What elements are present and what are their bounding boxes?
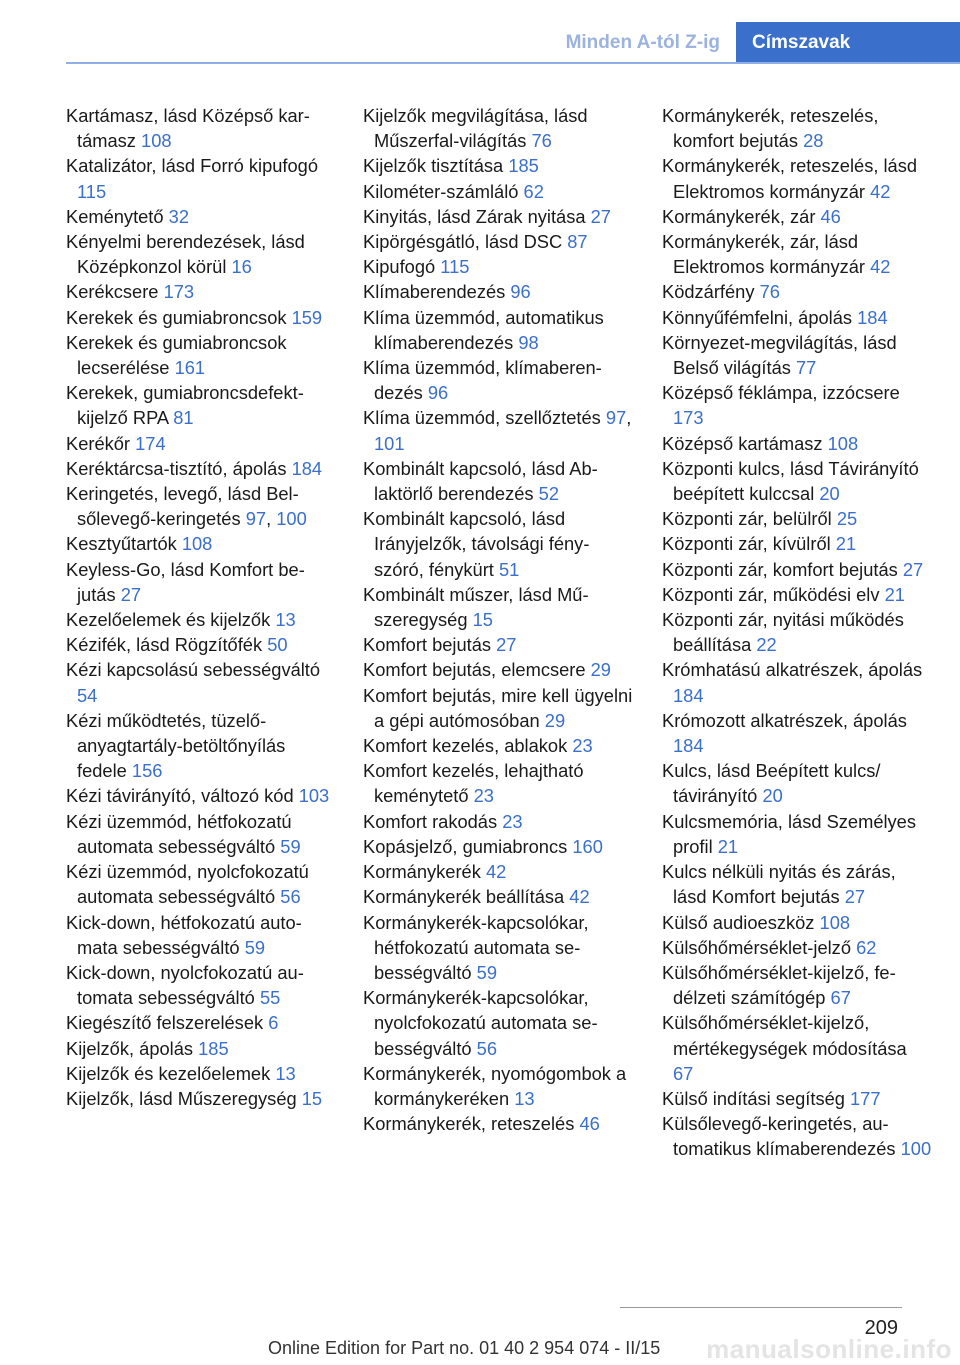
page-link[interactable]: 184 — [857, 306, 888, 328]
index-entry — [66, 229, 336, 279]
index-term: Kijelzők tisztítása — [363, 155, 504, 177]
index-entry — [66, 859, 336, 909]
index-entry — [662, 204, 932, 229]
index-entry — [66, 607, 336, 632]
index-entry — [662, 153, 932, 203]
index-entry — [66, 657, 336, 707]
page-link[interactable]: 161 — [174, 357, 206, 379]
index-term: Kormánykerék, reteszelés — [363, 1113, 575, 1135]
page-link[interactable]: 100 — [276, 508, 307, 530]
index-entry — [363, 305, 633, 355]
index-entry — [363, 1111, 633, 1136]
page-link[interactable]: 184 — [673, 735, 704, 757]
index-term: Kinyitás, lásd Zárak nyitása — [363, 205, 586, 227]
index-term: Kézi üzemmód, nyolcfokozatú automata sebességváltó — [66, 861, 309, 908]
page-link[interactable]: 25 — [836, 508, 858, 530]
index-entry — [66, 431, 336, 456]
index-entry — [66, 1036, 336, 1061]
index-entry — [363, 632, 633, 657]
page-link[interactable]: 56 — [476, 1037, 498, 1059]
page-link[interactable]: 177 — [850, 1087, 881, 1109]
index-entry — [662, 1111, 932, 1161]
page-link[interactable]: 42 — [870, 180, 891, 202]
index-entry — [662, 582, 932, 607]
page-link[interactable]: 160 — [572, 835, 603, 857]
index-column-3 — [662, 103, 932, 1162]
footer-divider — [620, 1307, 902, 1308]
index-term: Kézi működtetés, tüzelőanyagtartály-betöltőnyílás fedele — [66, 709, 286, 782]
index-term: Központi zár, működési elv — [662, 583, 880, 605]
page-link[interactable]: 173 — [163, 281, 195, 303]
index-entry — [66, 456, 336, 481]
index-entry — [662, 506, 932, 531]
index-term: Központi zár, belülről — [662, 508, 832, 530]
index-term: Kormánykerék-kapcsolókar, hétfokozatú automata sebességváltó — [363, 911, 589, 983]
index-term: Környezet-megvilágítás, lásd Belső világítás — [662, 331, 897, 379]
index-entry — [662, 758, 932, 808]
index-term: Keménytető — [66, 205, 164, 227]
index-entry — [363, 103, 633, 153]
index-term: Külsőhőmérséklet-jelző — [662, 936, 851, 958]
index-term: Központi zár, nyitási működés beállítása — [662, 609, 904, 656]
index-entry — [662, 657, 932, 707]
index-column-1 — [66, 103, 336, 1111]
index-entry — [662, 456, 932, 506]
index-term: Külsőhőmérséklet-kijelző, mértékegységek módosítása — [662, 1012, 907, 1059]
chapter-tab[interactable]: Címszavak — [736, 22, 960, 64]
index-term: Kulcsmemória, lásd Személyes profil — [662, 810, 916, 857]
index-entry — [363, 758, 633, 808]
page-link[interactable]: 81 — [173, 407, 194, 429]
index-term: Komfort bejutás, mire kell ügyelni a gépi autómosóban — [363, 684, 633, 731]
index-term: Kézi távirányító, változó kód — [66, 785, 294, 807]
index-term: Kick-down, hétfokozatú automata sebességváltó — [66, 911, 302, 958]
page-link[interactable]: 16 — [231, 256, 252, 278]
index-term: Központi zár, kívülről — [662, 533, 831, 555]
page-link[interactable]: 29 — [544, 709, 566, 731]
index-term: Kormánykerék beállítása — [363, 886, 565, 908]
index-term: Kulcs, lásd Beépített kulcs/ távirányító — [662, 760, 881, 807]
page-link[interactable]: 23 — [572, 735, 593, 757]
index-entry — [662, 431, 932, 456]
index-term: Könnyűfémfelni, ápolás — [662, 306, 853, 328]
index-term: Kijelzők és kezelőelemek — [66, 1062, 271, 1084]
index-term: Központi kulcs, lásd Távirányító beépített kulccsal — [662, 457, 919, 505]
page-link[interactable]: 21 — [717, 835, 739, 857]
page-link[interactable]: 76 — [759, 281, 780, 303]
index-term: Komfort kezelés, ablakok — [363, 735, 568, 757]
page-link[interactable]: 13 — [275, 1062, 296, 1084]
page-link[interactable]: 76 — [531, 130, 552, 152]
index-entry — [662, 1086, 932, 1111]
index-term: Krómhatású alkatrészek, ápolás — [662, 659, 923, 681]
page-link[interactable]: 184 — [291, 457, 323, 479]
index-term: Kormánykerék, zár, lásd Elektromos kormányzár — [662, 231, 866, 278]
index-term: Kijelzők, lásd Műszeregység — [66, 1087, 297, 1109]
index-entry — [66, 531, 336, 556]
page-link[interactable]: 108 — [819, 911, 851, 933]
page-link[interactable]: 46 — [820, 205, 841, 227]
page-link[interactable]: 67 — [673, 1062, 694, 1084]
index-term: Kormánykerék-kapcsolókar, nyolcfokozatú automata sebességváltó — [363, 987, 598, 1059]
index-entry — [66, 103, 336, 153]
page-link[interactable]: 52 — [538, 483, 559, 505]
index-entry — [662, 330, 932, 380]
index-entry — [363, 834, 633, 859]
page-link[interactable]: 108 — [827, 432, 859, 454]
page-link[interactable]: 184 — [673, 684, 704, 706]
page-link[interactable]: 54 — [77, 684, 98, 706]
index-entry — [363, 985, 633, 1061]
page-link[interactable]: 62 — [856, 936, 877, 958]
page-link[interactable]: 27 — [590, 205, 611, 227]
index-entry — [66, 153, 336, 203]
index-term: Keréktárcsa-tisztító, ápolás — [66, 457, 287, 479]
index-entry — [66, 330, 336, 380]
page-link[interactable]: 56 — [280, 886, 301, 908]
page-link[interactable]: 159 — [291, 306, 323, 328]
index-term: Külső audioeszköz — [662, 911, 815, 933]
index-entry — [363, 153, 633, 178]
page-link[interactable]: 173 — [673, 407, 704, 429]
page-link[interactable]: 115 — [77, 180, 107, 202]
index-entry — [363, 733, 633, 758]
index-term: Katalizátor, lásd Forró kipufogó — [66, 155, 319, 177]
index-entry — [363, 582, 633, 632]
index-entry — [363, 279, 633, 304]
index-term: Kerekek és gumiabroncsok lecserélése — [66, 331, 287, 379]
page-link[interactable]: 13 — [514, 1087, 535, 1109]
index-entry — [662, 380, 932, 430]
page-link[interactable]: 87 — [567, 231, 588, 253]
index-entry — [66, 632, 336, 657]
index-entry — [66, 380, 336, 430]
page-link[interactable]: 108 — [181, 533, 213, 555]
page-link[interactable]: 96 — [510, 281, 531, 303]
page-link[interactable]: 115 — [440, 256, 470, 278]
index-entry: Klíma üzemmód, szellőztetés 97, 101 — [363, 407, 632, 454]
page-link[interactable]: 27 — [120, 583, 142, 605]
page-link[interactable]: 55 — [259, 987, 281, 1009]
index-entry — [66, 1086, 336, 1111]
page-link[interactable]: 15 — [472, 609, 493, 631]
index-entry — [662, 859, 932, 909]
page-link[interactable]: 21 — [884, 583, 905, 605]
watermark: manualsonline.info — [706, 1334, 952, 1364]
edition-note: Online Edition for Part no. 01 40 2 954 074 - II/15 — [268, 1338, 661, 1358]
index-term: Kormánykerék, reteszelés, lásd Elektromos kormányzár — [662, 155, 918, 202]
page-link[interactable]: 174 — [135, 432, 166, 454]
index-entry — [662, 279, 932, 304]
page-link[interactable]: 67 — [830, 987, 851, 1009]
index-term: Kombinált kapcsoló, lásd Ablaktörlő berendezés — [363, 457, 598, 505]
index-term: Kényelmi berendezések, lásd Középkonzol körül — [66, 231, 305, 278]
page-link[interactable]: 101 — [374, 432, 405, 454]
index-term: Komfort kezelés, lehajtható keménytető — [363, 760, 584, 807]
page-link[interactable]: 185 — [508, 155, 539, 177]
index-term: Központi zár, komfort bejutás — [662, 558, 898, 580]
index-entry — [363, 179, 633, 204]
index-term: Kartámasz, lásd Középső kartámasz — [66, 105, 310, 152]
page-link[interactable]: 20 — [819, 483, 840, 505]
header-divider — [66, 62, 960, 64]
page-link[interactable]: 27 — [844, 886, 866, 908]
index-entry — [363, 859, 633, 884]
page-link[interactable]: 22 — [756, 634, 777, 656]
index-entry: Keringetés, levegő, lásd Belsőlevegő-keringetés 97, 100 — [66, 483, 307, 530]
index-term: Kézi üzemmód, hétfokozatú automata sebességváltó — [66, 810, 292, 857]
page-link[interactable]: 185 — [198, 1037, 229, 1059]
index-term: Kormánykerék, zár — [662, 205, 816, 227]
index-entry — [66, 809, 336, 859]
page-link[interactable]: 98 — [518, 331, 539, 353]
index-term: Kombinált kapcsoló, lásd Irányjelzők, távolsági fényszóró, fénykürt — [363, 508, 590, 580]
index-entry — [363, 506, 633, 582]
index-entry — [363, 355, 633, 405]
page-link[interactable]: 27 — [902, 558, 924, 580]
page-link[interactable]: 27 — [496, 634, 517, 656]
index-term: Keyless-Go, lásd Komfort bejutás — [66, 558, 305, 605]
index-term: Komfort bejutás — [363, 634, 492, 656]
index-entry — [66, 1061, 336, 1086]
index-entry — [662, 1010, 932, 1086]
page-link[interactable]: 42 — [569, 886, 590, 908]
index-entry — [66, 305, 336, 330]
index-term: Kerekek és gumiabroncsok — [66, 306, 287, 328]
index-entry — [662, 708, 932, 758]
index-term: Kijelzők, ápolás — [66, 1037, 194, 1059]
index-term: Klímaberendezés — [363, 281, 506, 303]
index-term: Komfort bejutás, elemcsere — [363, 659, 586, 681]
index-entry — [66, 1010, 336, 1035]
index-term: Külsőlevegő-keringetés, automatikus klímaberendezés — [662, 1113, 896, 1160]
page-link[interactable]: 51 — [498, 558, 520, 580]
index-term: Kijelzők megvilágítása, lásd Műszerfal-világítás — [363, 105, 588, 152]
index-entry — [662, 305, 932, 330]
index-term: Kombinált műszer, lásd Műszeregység — [363, 583, 589, 631]
page-link[interactable]: 156 — [131, 760, 163, 782]
page-link[interactable]: 100 — [900, 1138, 932, 1160]
index-entry — [662, 809, 932, 859]
index-term: Külső indítási segítség — [662, 1087, 845, 1109]
page-link[interactable]: 59 — [244, 936, 266, 958]
page-link[interactable]: 23 — [502, 810, 523, 832]
page-link[interactable]: 59 — [280, 835, 301, 857]
page-link[interactable]: 46 — [579, 1113, 600, 1135]
index-entry — [662, 607, 932, 657]
index-entry — [662, 960, 932, 1010]
page-link[interactable]: 21 — [835, 533, 857, 555]
index-entry — [66, 960, 336, 1010]
index-term: Külsőhőmérséklet-kijelző, fedélzeti számítógép — [662, 961, 896, 1009]
page-header — [0, 22, 960, 64]
index-entry — [66, 279, 336, 304]
index-term: Keringetés, levegő, lásd Belsőlevegő-keringetés — [66, 483, 299, 530]
section-title[interactable]: Minden A-tól Z-ig — [565, 32, 720, 53]
page-link[interactable]: 42 — [485, 861, 507, 883]
index-entry — [363, 683, 633, 733]
index-term: Kesztyűtartók — [66, 533, 177, 555]
page-link[interactable]: 50 — [267, 634, 288, 656]
page-link[interactable]: 97 — [605, 407, 627, 429]
index-term: Kulcs nélküli nyitás és zárás, lásd Komfort bejutás — [662, 861, 896, 908]
index-entry — [66, 708, 336, 784]
page-link[interactable]: 103 — [298, 785, 330, 807]
page-link[interactable]: 59 — [476, 961, 498, 983]
page-number: 209 — [864, 1317, 898, 1339]
index-term: Ködzárfény — [662, 281, 755, 303]
index-entry — [363, 910, 633, 986]
index-term: Klíma üzemmód, szellőztetés — [363, 407, 601, 429]
index-term: Kick-down, nyolcfokozatú automata sebességváltó — [66, 961, 304, 1009]
index-entry — [66, 783, 336, 808]
index-term: Középső féklámpa, izzócsere — [662, 382, 900, 404]
index-entry — [662, 557, 932, 582]
page-link[interactable]: 32 — [168, 205, 189, 227]
index-entry — [662, 103, 932, 153]
index-term: Kerékcsere — [66, 281, 159, 303]
index-term: Komfort rakodás — [363, 810, 498, 832]
page-link[interactable]: 97 — [245, 508, 267, 530]
index-term: Kiegészítő felszerelések — [66, 1012, 264, 1034]
index-entry — [363, 884, 633, 909]
index-term: Klíma üzemmód, automatikus klímaberendezés — [363, 306, 604, 353]
index-entry — [662, 935, 932, 960]
index-entry — [363, 809, 633, 834]
index-column-2 — [363, 103, 633, 1136]
index-entry — [662, 229, 932, 279]
index-term: Kézifék, lásd Rögzítőfék — [66, 634, 263, 656]
page-link[interactable]: 6 — [268, 1012, 279, 1034]
page-link[interactable]: 77 — [795, 357, 817, 379]
page-link[interactable]: 108 — [141, 130, 172, 152]
page-link[interactable]: 29 — [590, 659, 611, 681]
page-link[interactable]: 23 — [473, 785, 494, 807]
index-term: Kezelőelemek és kijelzők — [66, 609, 271, 631]
index-term: Kerékőr — [66, 432, 131, 454]
index-term: Kipörgésgátló, lásd DSC — [363, 231, 563, 253]
index-term: Kerekek, gumiabroncsdefektkijelző RPA — [66, 382, 304, 429]
index-entry — [363, 1061, 633, 1111]
index-term: Krómozott alkatrészek, ápolás — [662, 709, 907, 731]
index-term: Kopásjelző, gumiabroncs — [363, 835, 568, 857]
page-link[interactable]: 96 — [427, 382, 449, 404]
page-link[interactable]: 13 — [275, 609, 296, 631]
index-term: Kormánykerék — [363, 861, 481, 883]
index-entry — [66, 910, 336, 960]
index-entry — [363, 204, 633, 229]
index-entry — [363, 254, 633, 279]
index-entry — [363, 229, 633, 254]
index-entry — [66, 204, 336, 229]
index-term: Középső kartámasz — [662, 432, 823, 454]
index-entry — [662, 910, 932, 935]
page-link[interactable]: 42 — [870, 256, 891, 278]
index-term: Klíma üzemmód, klímaberendezés — [363, 357, 602, 404]
index-term: Kipufogó — [363, 256, 436, 278]
index-entry — [363, 657, 633, 682]
index-entry — [363, 456, 633, 506]
index-term: Kézi kapcsolású sebességváltó — [66, 659, 321, 681]
page-link[interactable]: 28 — [803, 130, 824, 152]
index-term: Kormánykerék, nyomógombok a kormánykeréken — [363, 1062, 627, 1109]
page-link[interactable]: 15 — [301, 1087, 323, 1109]
index-term: Kormánykerék, reteszelés, komfort bejutás — [662, 105, 879, 152]
page-link[interactable]: 20 — [762, 785, 783, 807]
index-term: Kilométer-számláló — [363, 180, 519, 202]
index-entry — [66, 557, 336, 607]
page-link[interactable]: 62 — [523, 180, 544, 202]
index-entry — [662, 531, 932, 556]
